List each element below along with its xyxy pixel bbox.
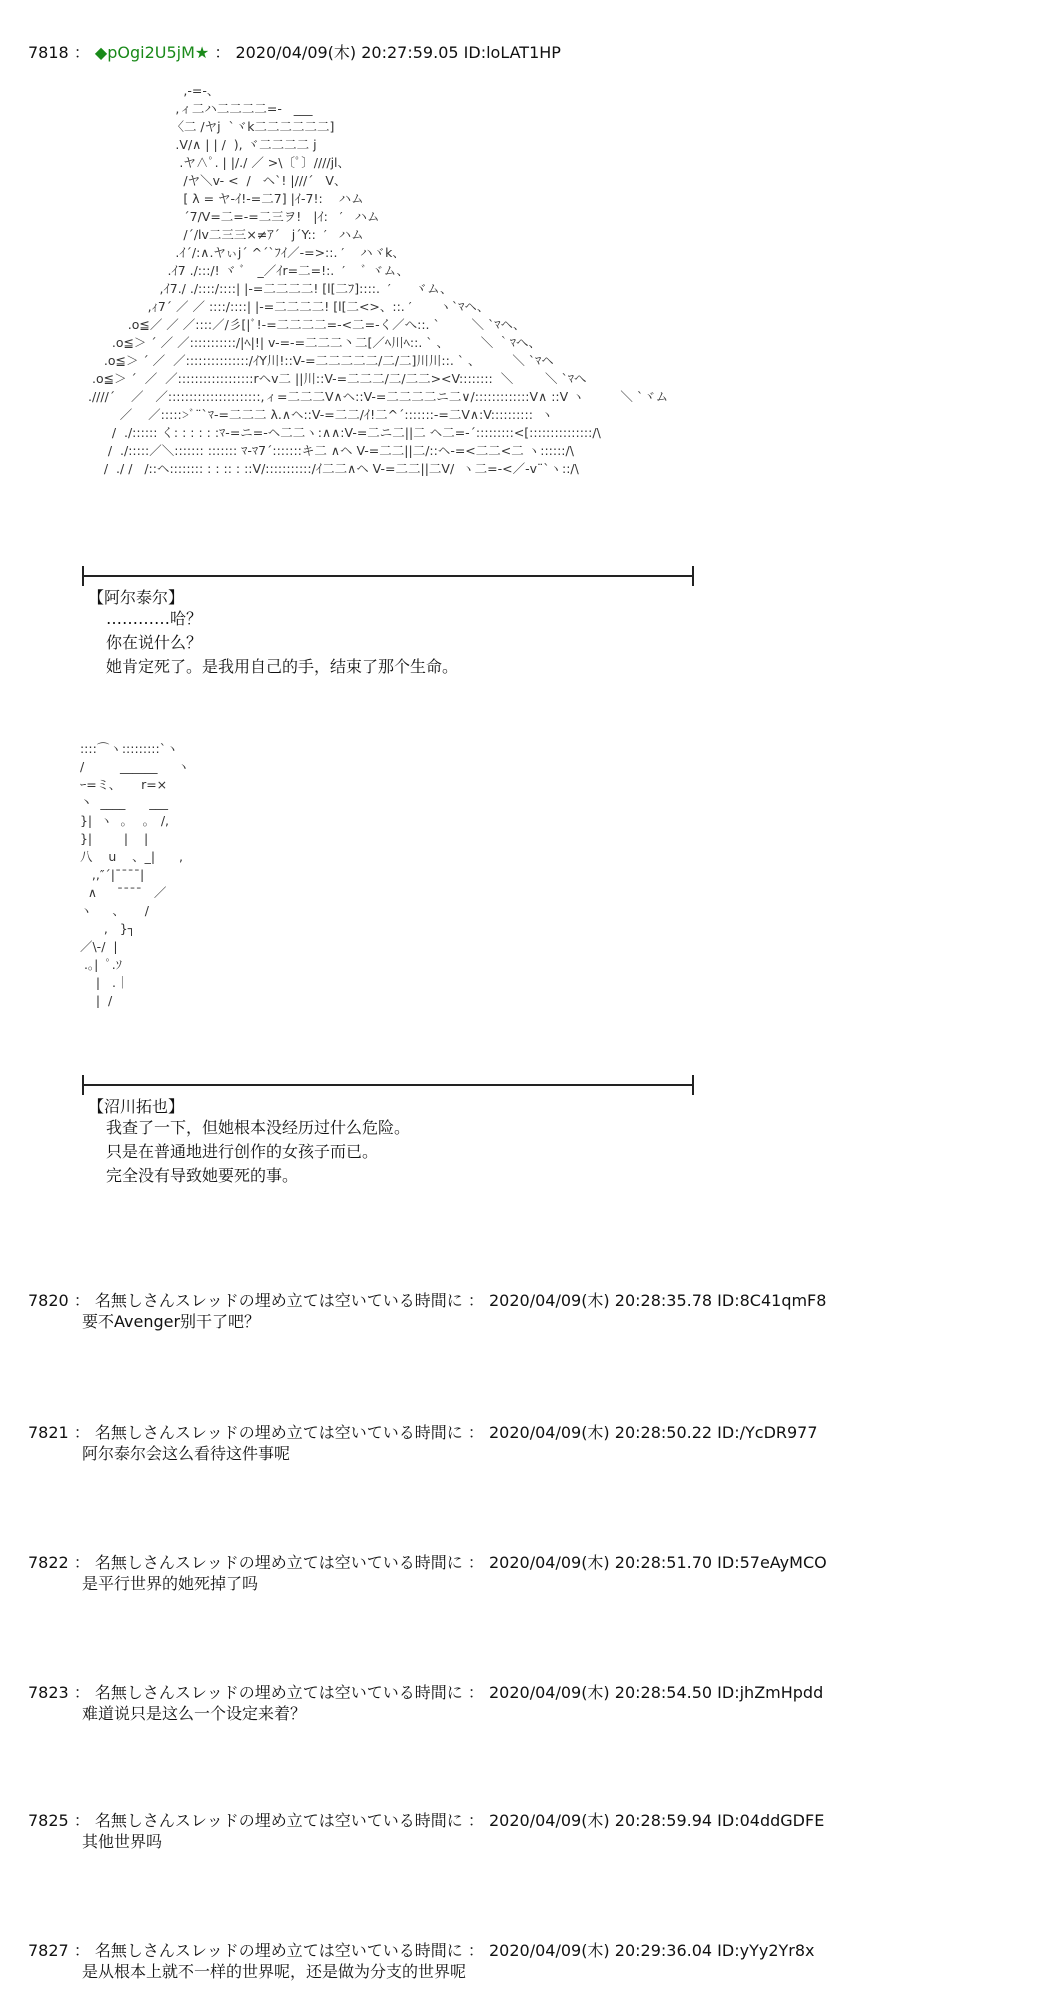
reply-body: 是从根本上就不一样的世界呢，还是做为分支的世界呢 (82, 1962, 467, 1981)
post-id[interactable]: ID:57eAyMCO (717, 1553, 827, 1572)
post-number: 7827 (28, 1941, 69, 1960)
post-separator: ： (467, 1291, 484, 1310)
divider-tick (82, 1075, 84, 1095)
speaker-name: 【阿尔泰尔】 (88, 588, 185, 607)
post-id[interactable]: ID:jhZmHpdd (717, 1683, 824, 1702)
post-id[interactable]: ID:04ddGDFE (717, 1811, 825, 1830)
post-separator: ： (73, 1683, 90, 1702)
post-number: 7823 (28, 1683, 69, 1702)
dialogue-line: 你在说什么？ (106, 633, 203, 652)
post-number: 7821 (28, 1423, 69, 1442)
post-date: 2020/04/09(木) 20:28:35.78 (488, 1291, 713, 1310)
post-number: 7822 (28, 1553, 69, 1572)
dialogue-line: 完全没有导致她要死的事。 (106, 1166, 299, 1185)
reply-body: 要不Avenger别干了吧？ (82, 1312, 261, 1331)
dialogue-line: …………哈？ (106, 609, 203, 628)
dialogue-line: 我查了一下，但她根本没经历过什么危险。 (106, 1118, 411, 1137)
post-separator: ： (73, 1941, 90, 1960)
speaker-name: 【沼川拓也】 (88, 1097, 185, 1116)
reply-header (28, 1680, 823, 1703)
poster-trip[interactable]: ◆pOgi2U5jM★ (94, 43, 210, 62)
reply-header (28, 1420, 818, 1443)
ascii-art-altair: ,-=-、 ,ィ二ハ二二二二=- ___ 〈二 /ヤj `ヾk二二二二二二] .V/∧ | | / ), ヾ二二二二 j .ヤ∧ﾟ. | |/./ ／ >\〔ﾟ〕////jl、 /ヤ＼v- < / ヘ`! |///´ V、 [ λ = ヤ-ｲ!-=二7] |ｲ-7!: ハム ´7/V=二=-=二三ヲ! |ｲ: ′ ハム /´/lv二三三×≠ｱ´ j´Y:: ′ ハム .ｲ´/:∧.ヤぃj´ ^´`ﾌｲ／-=>::. ′ ハヾk、 .ｲ7 ./:::/! ヾ ﾞ _／ｲr=二=!:. ′ ﾞ ヾム、 ,ｲ7./ ./::::/::::| |-=二二二二! [l[二ﾌ]::::. ′ ヾム、 ,ｨ7´ ／ ／ ::::/::::| |-=二二二二! [l[二<>、::. ′ ヽ`ﾏヘ、 .o≦／ ／ ／::::／/彡[|ﾞ!-=二二二二=-<二=-く／へ::. ` ＼ `ﾏヘ、 .o≦＞ ´ ／ ／:::::::::::/|ﾍ|!| v-=-=二二二丶二[／ﾍ川ﾍ::. ` 、 ＼ ｀ﾏへ、 .o≦＞ ´ ／ ／:::::::::::::::/ｲY川!::V-=二二二二二/二/二]川川::. ` 、 ＼ `ﾏヘ .o≦＞ ´ ／ ／::::::::::::::::::rヘv二 ||川::V-=二二二/二/二二><V:::::::: ＼ ＼ `ﾏへ .////´ ／ ／::::::::::::::::::::::,ィ=二二二V∧ヘ::V-=二二二二ニ二∨/:::::::::::::V∧ ::V ヽ ＼ `ヾム ／ ／:::::>ﾞ¨`ﾏ-=二二二 λ.∧ヘ::V-=二二/ｲ!二^´:::::::-=二V∧:V:::::::::: ヽ / ./:::::: く: : : : : :ﾏ-=ニ=-ヘ二二ヽ:∧∧:V-=二ニ二||二 ヘ二=-´:::::::::<[:::::::::::::::/\ / ./:::::／＼::::::: ::::::: ﾏ-ﾏ7´:::::::キ二 ∧ヘ V-=二二||二/::ヘ-=<二二<二 ヽ::::::/\ / ./ / /::ヘ:::::::: : : :: : ::V/:::::::::::/ｲ二二∧ヘ V-=二二||二V/ ヽ二=-<／-v¨`ヽ::/\ (88, 83, 669, 476)
post-separator: ： (467, 1941, 484, 1960)
post-separator: ： (73, 1553, 90, 1572)
poster-name: 名無しさんスレッドの埋め立ては空いている時間に (94, 1683, 463, 1702)
reply-body: 阿尔泰尔会这么看待这件事呢 (82, 1444, 291, 1463)
reply-header (28, 1938, 815, 1961)
reply-body: 是平行世界的她死掉了吗 (82, 1574, 259, 1593)
poster-name: 名無しさんスレッドの埋め立ては空いている時間に (94, 1423, 463, 1442)
poster-name: 名無しさんスレッドの埋め立ては空いている時間に (94, 1941, 463, 1960)
reply-body: 其他世界吗 (82, 1832, 163, 1851)
reply-header (28, 1550, 827, 1573)
post-separator: ： (467, 1811, 484, 1830)
divider-tick (82, 566, 84, 586)
poster-name: 名無しさんスレッドの埋め立ては空いている時間に (94, 1291, 463, 1310)
post-separator: ： (467, 1683, 484, 1702)
divider-tick (692, 566, 694, 586)
reply-header (28, 1288, 826, 1311)
post-id[interactable]: ID:yYy2Yr8x (717, 1941, 815, 1960)
reply-header (28, 1808, 824, 1831)
dialogue-line: 只是在普通地进行创作的女孩子而已。 (106, 1142, 379, 1161)
post-separator: ： (214, 43, 231, 62)
post-date: 2020/04/09(木) 20:29:36.04 (488, 1941, 713, 1960)
post-separator: ： (73, 43, 90, 62)
panel-divider (82, 1084, 694, 1086)
ascii-art-takuya: ::::⌒ヽ:::::::::`ヽ / ______ ヽ ｰ=ミ、 r=× 丶 ____ ___ }| ヽ ｡ ｡ /, }| | | 八 u 、_| , ,,″´|¯¯¯¯| ∧ ¯¯¯¯ ／ ヽ 、 / , }┐ ／\-/ | .｡| ﾟ.ｿ | .｜ | / (79, 741, 190, 1008)
post-number: 7825 (28, 1811, 69, 1830)
post-separator: ： (467, 1553, 484, 1572)
post-date: 2020/04/09(木) 20:28:59.94 (488, 1811, 713, 1830)
post-number: 7820 (28, 1291, 69, 1310)
post-header (28, 40, 561, 63)
post-separator: ： (73, 1291, 90, 1310)
poster-name: 名無しさんスレッドの埋め立ては空いている時間に (94, 1811, 463, 1830)
post-id[interactable]: ID:/YcDR977 (717, 1423, 818, 1442)
post-number: 7818 (28, 43, 69, 62)
post-id[interactable]: ID:loLAT1HP (463, 43, 561, 62)
post-date: 2020/04/09(木) 20:27:59.05 (235, 43, 459, 62)
post-date: 2020/04/09(木) 20:28:51.70 (488, 1553, 713, 1572)
dialogue-line: 她肯定死了。是我用自己的手，结束了那个生命。 (106, 657, 459, 676)
post-separator: ： (467, 1423, 484, 1442)
reply-body: 难道说只是这么一个设定来着？ (82, 1704, 307, 1723)
post-date: 2020/04/09(木) 20:28:54.50 (488, 1683, 713, 1702)
panel-divider (82, 575, 694, 577)
post-separator: ： (73, 1811, 90, 1830)
post-separator: ： (73, 1423, 90, 1442)
poster-name: 名無しさんスレッドの埋め立ては空いている時間に (94, 1553, 463, 1572)
divider-tick (692, 1075, 694, 1095)
post-id[interactable]: ID:8C41qmF8 (717, 1291, 827, 1310)
post-date: 2020/04/09(木) 20:28:50.22 (488, 1423, 713, 1442)
